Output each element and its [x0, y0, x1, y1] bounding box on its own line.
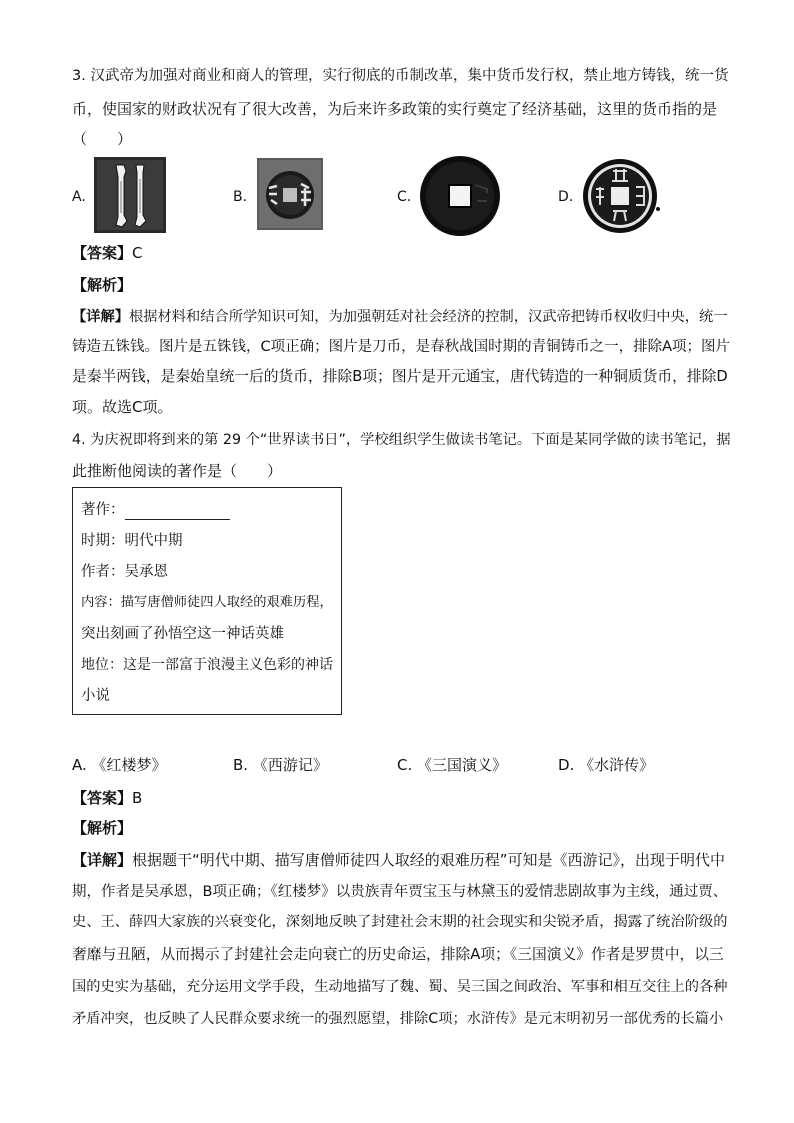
- q4-detail-line-3: 史、王、薛四大家族的兴衰变化，深刻地反映了封建社会末期的社会现实和尖锐矛盾，揭露了统治阶级的: [72, 914, 728, 930]
- q3-option-c-label: C.: [397, 189, 412, 205]
- q3-detail-line-2: 铸造五铢钱。图片是五铢钱，C项正确；图片是刀币，是春秋战国时期的青铜铸币之一，排除A项；图片: [72, 339, 731, 355]
- q3-option-b-label: B.: [233, 189, 248, 205]
- note-work-label: 著作：: [81, 502, 125, 518]
- q3-analysis-tag: 【解析】: [72, 276, 133, 294]
- q4-detail-line-2: 期，作者是吴承恩，B项正确；《红楼梦》以贵族青年贾宝玉与林黛玉的爱情悲剧故事为主线，通过贾、: [72, 884, 728, 900]
- detail-tag: 【详解】: [72, 851, 133, 869]
- answer-value: B: [132, 789, 143, 807]
- note-period: 时期：明代中期: [81, 533, 183, 549]
- note-content-1: 内容：描写唐僧师徒四人取经的艰难历程，: [81, 595, 333, 610]
- q4-option-b: B. 《西游记》: [233, 756, 328, 774]
- answer-tag: 【答案】: [72, 789, 133, 807]
- q3-stem-line-2: 币，使国家的财政状况有了很大改善，为后来许多政策的实行奠定了经济基础，这里的货币指的是: [72, 100, 718, 118]
- q3-stem-line-3: （ ）: [72, 130, 133, 148]
- knife-coin-icon: [94, 157, 166, 233]
- q4-detail-line-5: 国的史实为基础，充分运用文学手段，生动地描写了魏、蜀、吴三国之间政治、军事和相互交往上的各种: [72, 979, 728, 995]
- q4-option-d: D. 《水浒传》: [558, 756, 655, 774]
- note-content-2: 突出刻画了孙悟空这一神话英雄: [81, 626, 284, 642]
- q3-detail-line-4: 项。故选C项。: [72, 398, 173, 416]
- note-work-line: [81, 500, 230, 520]
- q4-option-c: C. 《三国演义》: [397, 756, 508, 774]
- q3-detail-line-3: 是秦半两钱，是秦始皇统一后的货币，排除B项；图片是开元通宝，唐代铸造的一种铜质货币，排除D: [72, 368, 728, 385]
- kaiyuan-tongbao-icon: [580, 157, 662, 235]
- q4-option-a: A. 《红楼梦》: [72, 756, 167, 774]
- q4-answer: [72, 788, 142, 808]
- detail-text: 根据材料和结合所学知识可知，为加强朝廷对社会经济的控制，汉武帝把铸币权收归中央，统一: [129, 309, 728, 325]
- q3-option-d-label: D.: [558, 189, 574, 205]
- note-status-1: 地位：这是一部富于浪漫主义色彩的神话: [81, 657, 333, 673]
- q4-stem-line-1: 4. 为庆祝即将到来的第 29 个“世界读书日”，学校组织学生做读书笔记。下面是某同学做的读书笔记，据: [72, 432, 731, 448]
- note-status-2: 小说: [81, 688, 110, 704]
- q3-detail-line-1: [72, 307, 728, 327]
- q4-analysis-tag: 【解析】: [72, 819, 133, 837]
- q3-option-a-label: A.: [72, 189, 86, 205]
- answer-value: C: [132, 244, 143, 262]
- detail-text: 根据题干“明代中期、描写唐僧师徒四人取经的艰难历程”可知是《西游记》，出现于明代中: [132, 851, 726, 869]
- detail-tag: 【详解】: [72, 309, 130, 325]
- note-author: 作者：吴承恩: [81, 564, 168, 580]
- wuzhu-coin-icon: [419, 155, 501, 237]
- q3-answer: [72, 243, 143, 263]
- q4-detail-line-6: 矛盾冲突，也反映了人民群众要求统一的强烈愿望，排除C项；水浒传》是元末明初另一部优秀的长篇小: [72, 1011, 724, 1027]
- q4-detail-line-1: [72, 850, 725, 870]
- q4-stem-line-2: 此推断他阅读的著作是（ ）: [72, 462, 283, 480]
- reading-note-box: [72, 487, 342, 715]
- q4-detail-line-4: 奢靡与丑陋，从而揭示了封建社会走向衰亡的历史命运，排除A项；《三国演义》作者是罗贯中，以三: [72, 946, 724, 963]
- q3-stem-line-1: 3. 汉武帝为加强对商业和商人的管理，实行彻底的币制改革，集中货币发行权，禁止地方铸钱，统一货: [72, 68, 729, 84]
- banliang-coin-icon: [257, 158, 323, 230]
- note-work-blank: [125, 505, 230, 520]
- answer-tag: 【答案】: [72, 244, 133, 262]
